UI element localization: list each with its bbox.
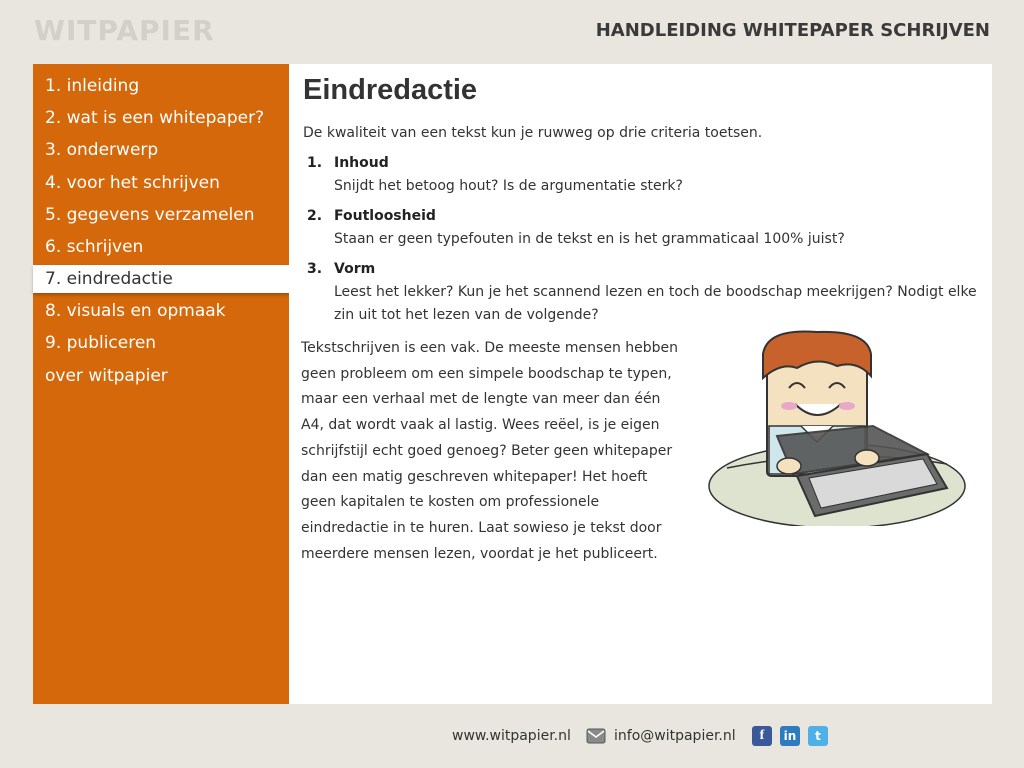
nav-item-onderwerp[interactable]: 3. onderwerp [45, 140, 159, 161]
website-link[interactable]: www.witpapier.nl [452, 728, 571, 744]
body-paragraph: Tekstschrijven is een vak. De meeste mensen hebben geen probleem om een simpele boodschap te typen, maar een verhaal met de lengte van meer dan één A4, dat wordt vaak al lastig. Wees reëel, is je eigen schrijfstijl echt goed genoeg? Beter geen whitepaper dan een matig geschreven whitepaper! Het hoeft geen kapitalen te kosten om professionele eindredactie in te huren. Laat sowieso je tekst door meerdere mensen lezen, voordat je het publiceert. [301, 340, 679, 562]
logo: WITPAPIER [34, 14, 215, 47]
criterion-item [303, 152, 983, 198]
criterion-number: 1. [307, 155, 323, 171]
facebook-icon[interactable]: f [752, 726, 772, 746]
nav-item-visuals-en-opmaak[interactable]: 8. visuals en opmaak [45, 301, 226, 322]
page-heading: Eindredactie [303, 74, 478, 106]
linkedin-icon[interactable]: in [780, 726, 800, 746]
content-panel [289, 64, 992, 704]
criterion-description: Leest het lekker? Kun je het scannend lezen en toch de boodschap meekrijgen? Nodigt elke zin uit tot het lezen van de volgende? [334, 284, 977, 323]
criterion-name: Foutloosheid [334, 208, 436, 224]
criterion-name: Inhoud [334, 155, 389, 171]
nav-item-eindredactie[interactable]: 7. eindredactie [33, 265, 289, 293]
nav-item-over-witpapier[interactable]: over witpapier [45, 365, 168, 386]
document-title: HANDLEIDING WHITEPAPER SCHRIJVEN [595, 20, 990, 41]
nav-item-schrijven[interactable]: 6. schrijven [45, 236, 144, 257]
intro-text: De kwaliteit van een tekst kun je ruwweg op drie criteria toetsen. [303, 125, 763, 141]
criterion-item [303, 205, 983, 251]
nav-item-publiceren[interactable]: 9. publiceren [45, 333, 157, 354]
criterion-item [303, 258, 983, 327]
email-link[interactable]: info@witpapier.nl [614, 728, 736, 744]
nav-item-gegevens-verzamelen[interactable]: 5. gegevens verzamelen [45, 204, 255, 225]
laptop-character-illustration [697, 326, 967, 526]
footer [0, 726, 1024, 748]
nav-item-inleiding[interactable]: 1. inleiding [45, 76, 140, 96]
criterion-description: Staan er geen typefouten in de tekst en is het grammaticaal 100% juist? [334, 231, 845, 247]
criterion-description: Snijdt het betoog hout? Is de argumentatie sterk? [334, 178, 683, 194]
sidebar-nav [33, 64, 289, 704]
mail-icon[interactable] [586, 728, 606, 744]
nav-item-wat-is-een-whitepaper[interactable]: 2. wat is een whitepaper? [45, 108, 265, 129]
criterion-name: Vorm [334, 261, 376, 277]
criterion-number: 3. [307, 261, 323, 277]
criterion-number: 2. [307, 208, 323, 224]
twitter-icon[interactable]: t [808, 726, 828, 746]
criteria-list [303, 152, 983, 334]
nav-item-voor-het-schrijven[interactable]: 4. voor het schrijven [45, 172, 220, 193]
nav-list [33, 64, 289, 392]
